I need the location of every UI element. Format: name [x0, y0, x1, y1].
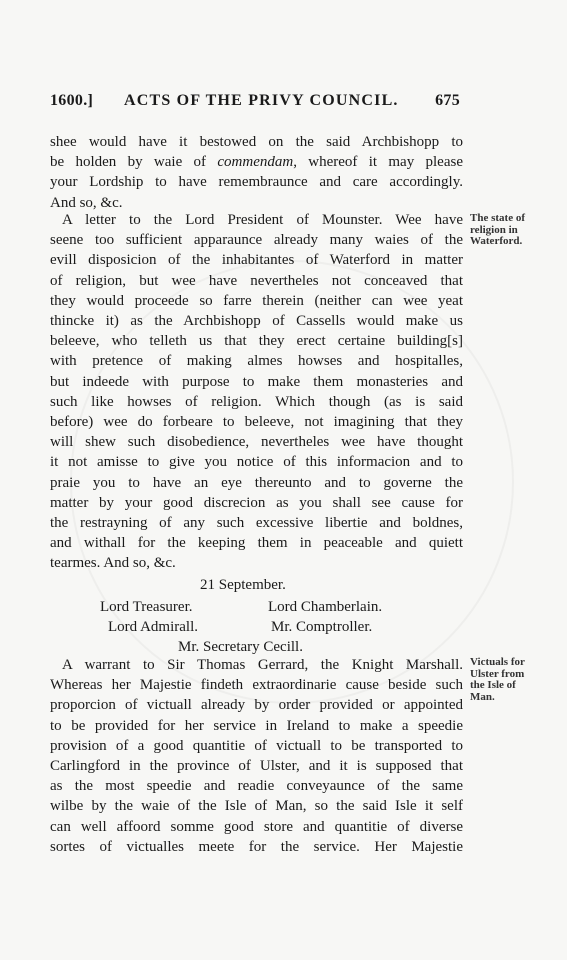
- margin-note-religion: [470, 213, 560, 248]
- attendee: Mr. Comptroller.: [271, 619, 373, 635]
- text-line: Whereas her Majestie findeth extraordinarie cause beside such: [50, 677, 463, 694]
- text-line: before) wee do forbeare to beleeve, not imagining that they: [50, 414, 463, 431]
- date-text: 21 September.: [200, 577, 286, 593]
- text-line: the restrayning of any such excessive libertie and boldnes,: [50, 515, 463, 532]
- text-fragment: be holden by waie of commendam, whereof it may please: [50, 154, 463, 171]
- text-line: to be provided for her service in Ireland to make a speedie: [50, 717, 463, 734]
- margin-line: religion in: [470, 223, 518, 236]
- text-line: of religion, but wee have nevertheles not conceaved that: [50, 272, 463, 289]
- text-line: A letter to the Lord President of Mounster. Wee have: [62, 212, 463, 228]
- text-line: evill disposicion of the inhabitantes of Waterford in matter: [50, 252, 463, 269]
- paragraph-warrant-gerrard: [50, 655, 463, 857]
- text-line: seene too sufficient apparaunce already many waies of the: [50, 232, 463, 249]
- text-line: tearmes. And so, &c.: [50, 555, 176, 572]
- paragraph-letter-mounster: [50, 210, 463, 574]
- attendee: Lord Admirall.: [108, 619, 198, 635]
- margin-line: the Isle of: [470, 679, 516, 691]
- text-line: sortes of victualles meete for the service. Her Majestie: [50, 838, 463, 855]
- text-line: thincke it) as the Archbishopp of Cassells would make us: [50, 313, 463, 330]
- header-year: 1600.]: [50, 92, 94, 109]
- running-header: [50, 92, 460, 114]
- text-line: as the most speedie and readie conveyaunce of the same: [50, 778, 463, 795]
- text-line: with pretence of making almes howses and hospitalles,: [50, 353, 463, 370]
- text-line: [50, 152, 463, 172]
- text-line: Carlingford in the province of Ulster, and it is supposed that: [50, 758, 463, 775]
- text-line: will shew such disobedience, nevertheles wee have thought: [50, 434, 463, 451]
- text-line: can well affoord somme good store and quantitie of diverse: [50, 818, 463, 835]
- text-line: it not amisse to give you notice of this informacion and to: [50, 454, 463, 471]
- header-title: ACTS OF THE PRIVY COUNCIL.: [124, 92, 399, 109]
- margin-line: Victuals for: [470, 656, 525, 668]
- text-line: proporcion of victuall already by order provided or appointed: [50, 697, 463, 714]
- text-line: A warrant to Sir Thomas Gerrard, the Knight Marshall.: [62, 657, 463, 673]
- text-line: and withall for the keeping them in peaceable and quiett: [50, 535, 463, 552]
- text-line: matter by your good discrecion as you shall see cause for: [50, 494, 463, 511]
- attendee: Lord Treasurer.: [100, 599, 193, 615]
- page-number: 675: [435, 92, 460, 109]
- attendee: Lord Chamberlain.: [268, 599, 383, 615]
- margin-line: Ulster from: [470, 667, 525, 680]
- margin-line: The state of: [470, 212, 525, 224]
- text-line: they would proceede so farre therein (neither can wee yeat: [50, 292, 463, 309]
- margin-line: Waterford.: [470, 235, 523, 247]
- paragraph-continuation: [50, 132, 463, 213]
- text-line: shee would have it bestowed on the said Archbishopp to: [50, 134, 463, 150]
- text-line: praie you to have an eye thereunto and to governe the: [50, 474, 463, 491]
- text-line: provision of a good quantitie of victuall to be transported to: [50, 737, 463, 754]
- margin-line: Man.: [470, 690, 495, 703]
- text-line: wilbe by the waie of the Isle of Man, so the said Isle it self: [50, 798, 463, 815]
- text-line: And so, &c.: [50, 194, 123, 211]
- margin-note-victuals: [470, 657, 560, 703]
- text-line: beleeve, who telleth us that they erect certaine building[s]: [50, 333, 463, 350]
- text-line: such like howses of religion. Which though (as is said: [50, 393, 463, 410]
- text-line: your Lordship to have remembraunce and care accordingly.: [50, 174, 463, 191]
- text-line: but indeede with purpose to make them monasteries and: [50, 373, 463, 390]
- italic-term: commendam: [217, 154, 294, 171]
- attendee: Mr. Secretary Cecill.: [178, 639, 303, 655]
